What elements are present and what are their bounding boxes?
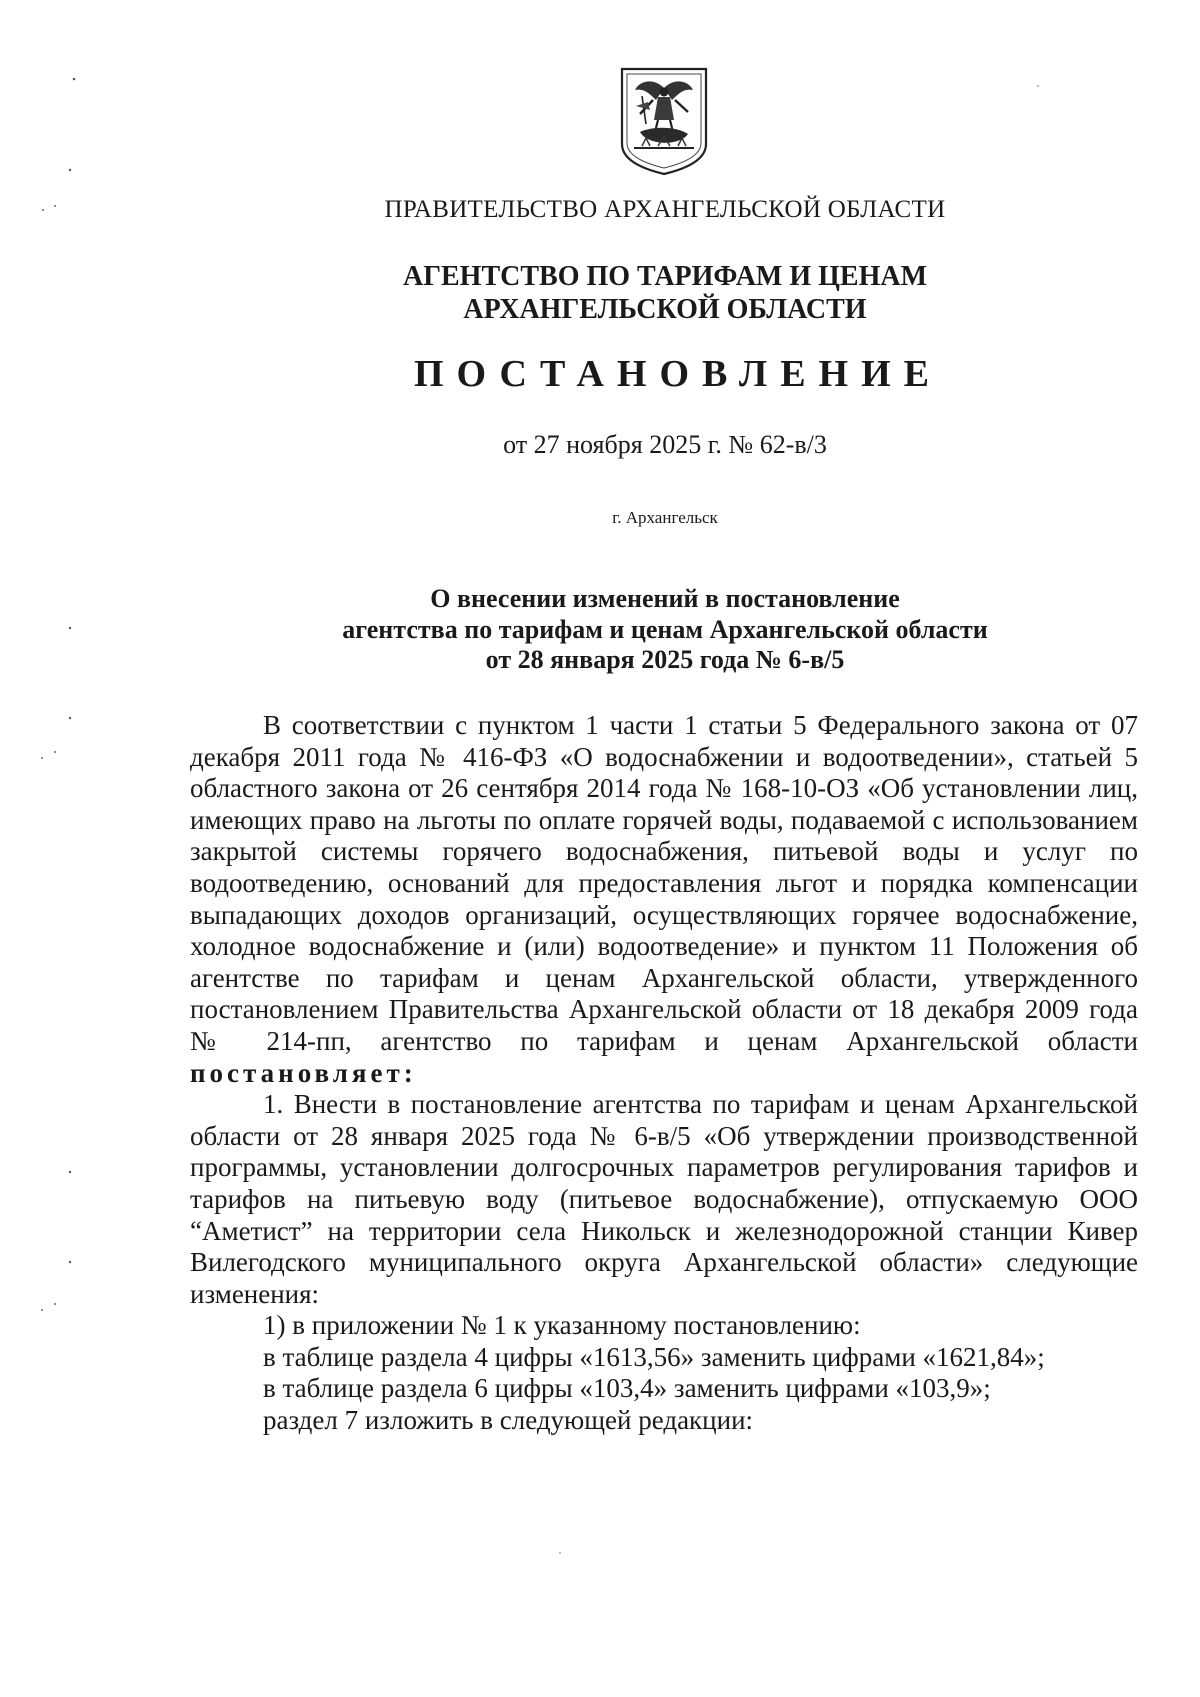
subject-line2: агентства по тарифам и ценам Архангельской области [342,614,988,644]
change-1-paragraph: в таблице раздела 4 цифры «1613,56» заменить цифрами «1621,84»; [263,1341,1045,1372]
item-1-paragraph: 1. Внести в постановление агентства по тарифам и ценам Архангельской области от 28 января 2025 года № 6-в/5 «Об утверждении производственной программы, установлении долгосрочных параметров регулирования тарифов и тарифов на питьевую воду (питьевое водоснабжение), отпускаемую ООО “Аметист” на территории села Никольск и железнодорожной станции Кивер Вилегодского муниципального округа Архангельской области» следующие изменения: [190,1089,1138,1309]
decree-date-number: от 27 ноября 2025 г. № 62-в/3 [503,430,827,459]
decree-city: г. Архангельск [612,508,718,527]
change-3-paragraph: раздел 7 изложить в следующей редакции: [263,1405,754,1436]
preamble-text: В соответствии с пунктом 1 части 1 статьи 5 Федерального закона от 07 декабря 2011 года № 416-ФЗ «О водоснабжении и водоотведении», статьей 5 областного закона от 26 сентября 2014 года № 168-10-ОЗ «Об установлении лиц, имеющих право на льготы по оплате горячей воды, подаваемой с использованием закрытой системы горячего водоснабжения, питьевой воды и услуг по водоотведению, оснований для предоставления льгот и порядка компенсации выпадающих доходов организаций, осуществляющих горячее водоснабжение, холодное водоснабжение и (или) водоотведение» и пунктом 11 Положения об агентстве по тарифам и ценам Архангельской области, утвержденного постановлением Правительства Архангельской области от 18 декабря 2009 года № 214-пп, агентство по тарифам и ценам Архангельской области [190,710,1138,1056]
document-type-title: ПОСТАНОВЛЕНИЕ [413,353,943,395]
subject-line1: О внесении изменений в постановление [430,584,900,613]
decree-body [190,710,1138,1437]
agency-name [190,260,1140,326]
resolves-word: постановляет: [190,1057,417,1088]
subitem-1-paragraph: 1) в приложении № 1 к указанному постановлению: [263,1310,861,1341]
subject-line3: от 28 января 2025 года № 6-в/5 [485,645,845,674]
government-name: ПРАВИТЕЛЬСТВО АРХАНГЕЛЬСКОЙ ОБЛАСТИ [384,196,946,223]
preamble-paragraph [190,710,1138,1089]
agency-name-line2: АРХАНГЕЛЬСКОЙ ОБЛАСТИ [463,294,867,325]
coat-of-arms-emblem [618,66,710,176]
agency-name-line1: АГЕНТСТВО ПО ТАРИФАМ И ЦЕНАМ [402,261,928,292]
change-2-paragraph: в таблице раздела 6 цифры «103,4» заменить цифрами «103,9»; [263,1373,991,1404]
decree-subject [190,584,1140,676]
